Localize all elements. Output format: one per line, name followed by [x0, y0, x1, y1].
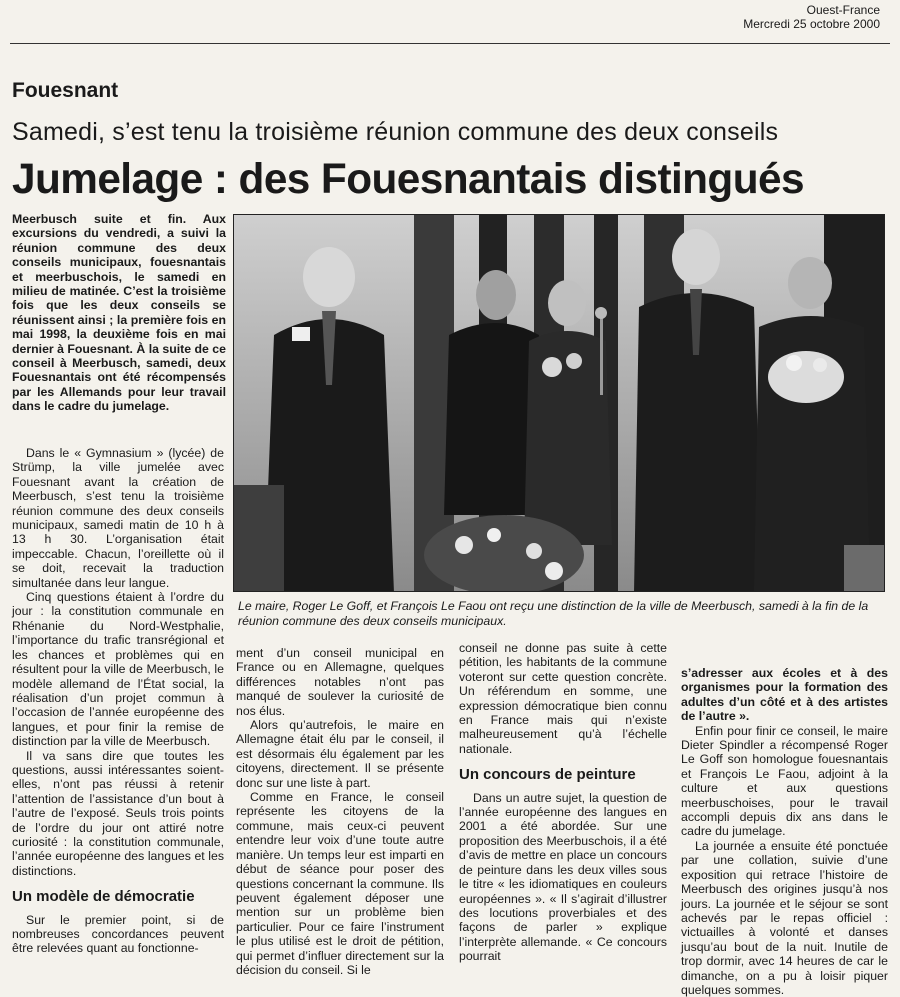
photo-illustration	[234, 215, 885, 592]
paragraph: Dans un autre sujet, la question de l’année européenne des langues en 2001 a été abordée. Sur une proposition des Meerbuschois, il a été d’avis de mettre en place un concours de peinture dans les deux villes sous le titre « les idiomatiques en couleurs européennes ». « Il s’agirait d’illustrer des locutions proverbiales et des façons de parler » explique l’interprète allemande. « Ce concours pourrait	[459, 790, 667, 964]
article-photo	[233, 214, 885, 592]
publication-date: Mercredi 25 octobre 2000	[743, 17, 880, 31]
article-column-2	[236, 646, 444, 977]
subheading-democratie: Un modèle de démocratie	[12, 888, 195, 906]
paragraph: conseil ne donne pas suite à cette pétition, les habitants de la commune voteront sur cette question concrète. Un référendum en somme, une expression démocratique bien connu en France mais qui n’existe malheureusement qu’à l’échelle nationale.	[459, 641, 667, 756]
article-column-3	[459, 641, 667, 964]
article-lead: Meerbusch suite et fin. Aux excursions du vendredi, a suivi la réunion commune des deux conseils municipaux, fouesnantais et meerbuschois, le samedi en milieu de matinée. C’est la troisième fois que les deux conseils se réunissent ainsi ; la première fois en mai 1998, la deuxième fois en mai dernier à Fouesnant. À la suite de ce conseil à Meerbusch, samedi, deux Fouesnantais ont été récompensés par les Allemands pour leur travail dans le cadre du jumelage.	[12, 212, 226, 414]
newspaper-name: Ouest-France	[806, 3, 880, 17]
article-column-1	[12, 446, 224, 956]
article-subtitle: Samedi, s’est tenu la troisième réunion commune des deux conseils	[12, 118, 779, 146]
masthead-divider	[10, 43, 890, 44]
photo-caption: Le maire, Roger Le Goff, et François Le Faou ont reçu une distinction de la ville de Meerbusch, samedi à la fin de la réunion commune des deux conseils municipaux.	[238, 599, 869, 628]
paragraph: Comme en France, le conseil représente les citoyens de la commune, mais ceux-ci peuvent entendre leur voix d’une toute autre manière. Un temps leur est imparti en début de séance pour poser des questions concernant la commune. Ils peuvent également déposer une mention sur un problème bien particulier. Pour ce faire l’instrument le plus utilisé est le droit de pétition, qui permet d’influer directement sur la décision du conseil. Si le	[236, 790, 444, 977]
paragraph: Enfin pour finir ce conseil, le maire Dieter Spindler a récompensé Roger Le Goff son homologue fouesnantais et François Le Faou, adjoint à la culture et aux questions meerbuschoises, pour le travail accompli depuis dix ans dans le cadre du jumelage.	[681, 723, 888, 839]
paragraph: Dans le « Gymnasium » (lycée) de Strümp, la ville jumelée avec Fouesnant avant la création de Meerbusch, s’est tenu la troisième réunion commune des deux conseils municipaux, samedi matin de 10 h à 13 h 30. L’organisation était impeccable. Chacun, l’oreillette où il se doit, recevait la traduction simultanée dans leur langue.	[12, 446, 224, 590]
article-headline: Jumelage : des Fouesnantais distingués	[12, 155, 804, 203]
paragraph: Cinq questions étaient à l’ordre du jour : la constitution communale en Rhénanie du Nord-Westphalie, l’importance du trafic transrégional et les chances et problèmes qui en résultent pour la ville de Meerbusch, le modèle allemand de l’État social, la réalisation d’un projet commun à l’occasion de l’année européenne des langues, et pour finir la remise de distinction par la ville de Meerbusch.	[12, 590, 224, 749]
paragraph: ment d’un conseil municipal en France ou en Allemagne, quelques différences notables n’ont pas manqué de soulever la curiosité de nos élus.	[236, 646, 444, 718]
subheading-concours: Un concours de peinture	[459, 766, 636, 784]
article-column-4	[681, 666, 888, 997]
section-title: Fouesnant	[12, 79, 119, 102]
masthead	[743, 3, 880, 31]
paragraph: s’adresser aux écoles et à des organismes pour la formation des adultes d’un côté et à des artistes de l’autre ».	[681, 666, 888, 724]
paragraph: Alors qu’autrefois, le maire en Allemagne était élu par le conseil, il est désormais élu également par les citoyens, directement. Il se présente donc sur une liste à part.	[236, 718, 444, 790]
paragraph: Sur le premier point, si de nombreuses concordances peuvent être relevées quant au fonctionne-	[12, 912, 224, 956]
paragraph: La journée a ensuite été ponctuée par une collation, suivie d’une exposition qui retrace l’histoire de Meerbusch des origines jusqu’à nos jours. La journée et le séjour se sont achevés par le repas officiel : victuailles à volonté et danses jusqu’au bout de la nuit. Inutile de trop dormir, avec 14 heures de car le dimanche, on a pu à loisir piquer quelques sommes.	[681, 838, 888, 997]
paragraph: Il va sans dire que toutes les questions, aussi intéressantes soient-elles, n’ont pas réussi à retenir l’attention de l’assistance d’un bout à l’autre de l’exposé. Seuls trois points de l’ordre du jour ont attiré notre curiosité : la constitution communale, l’année européenne des langues et les distinctions.	[12, 748, 224, 878]
